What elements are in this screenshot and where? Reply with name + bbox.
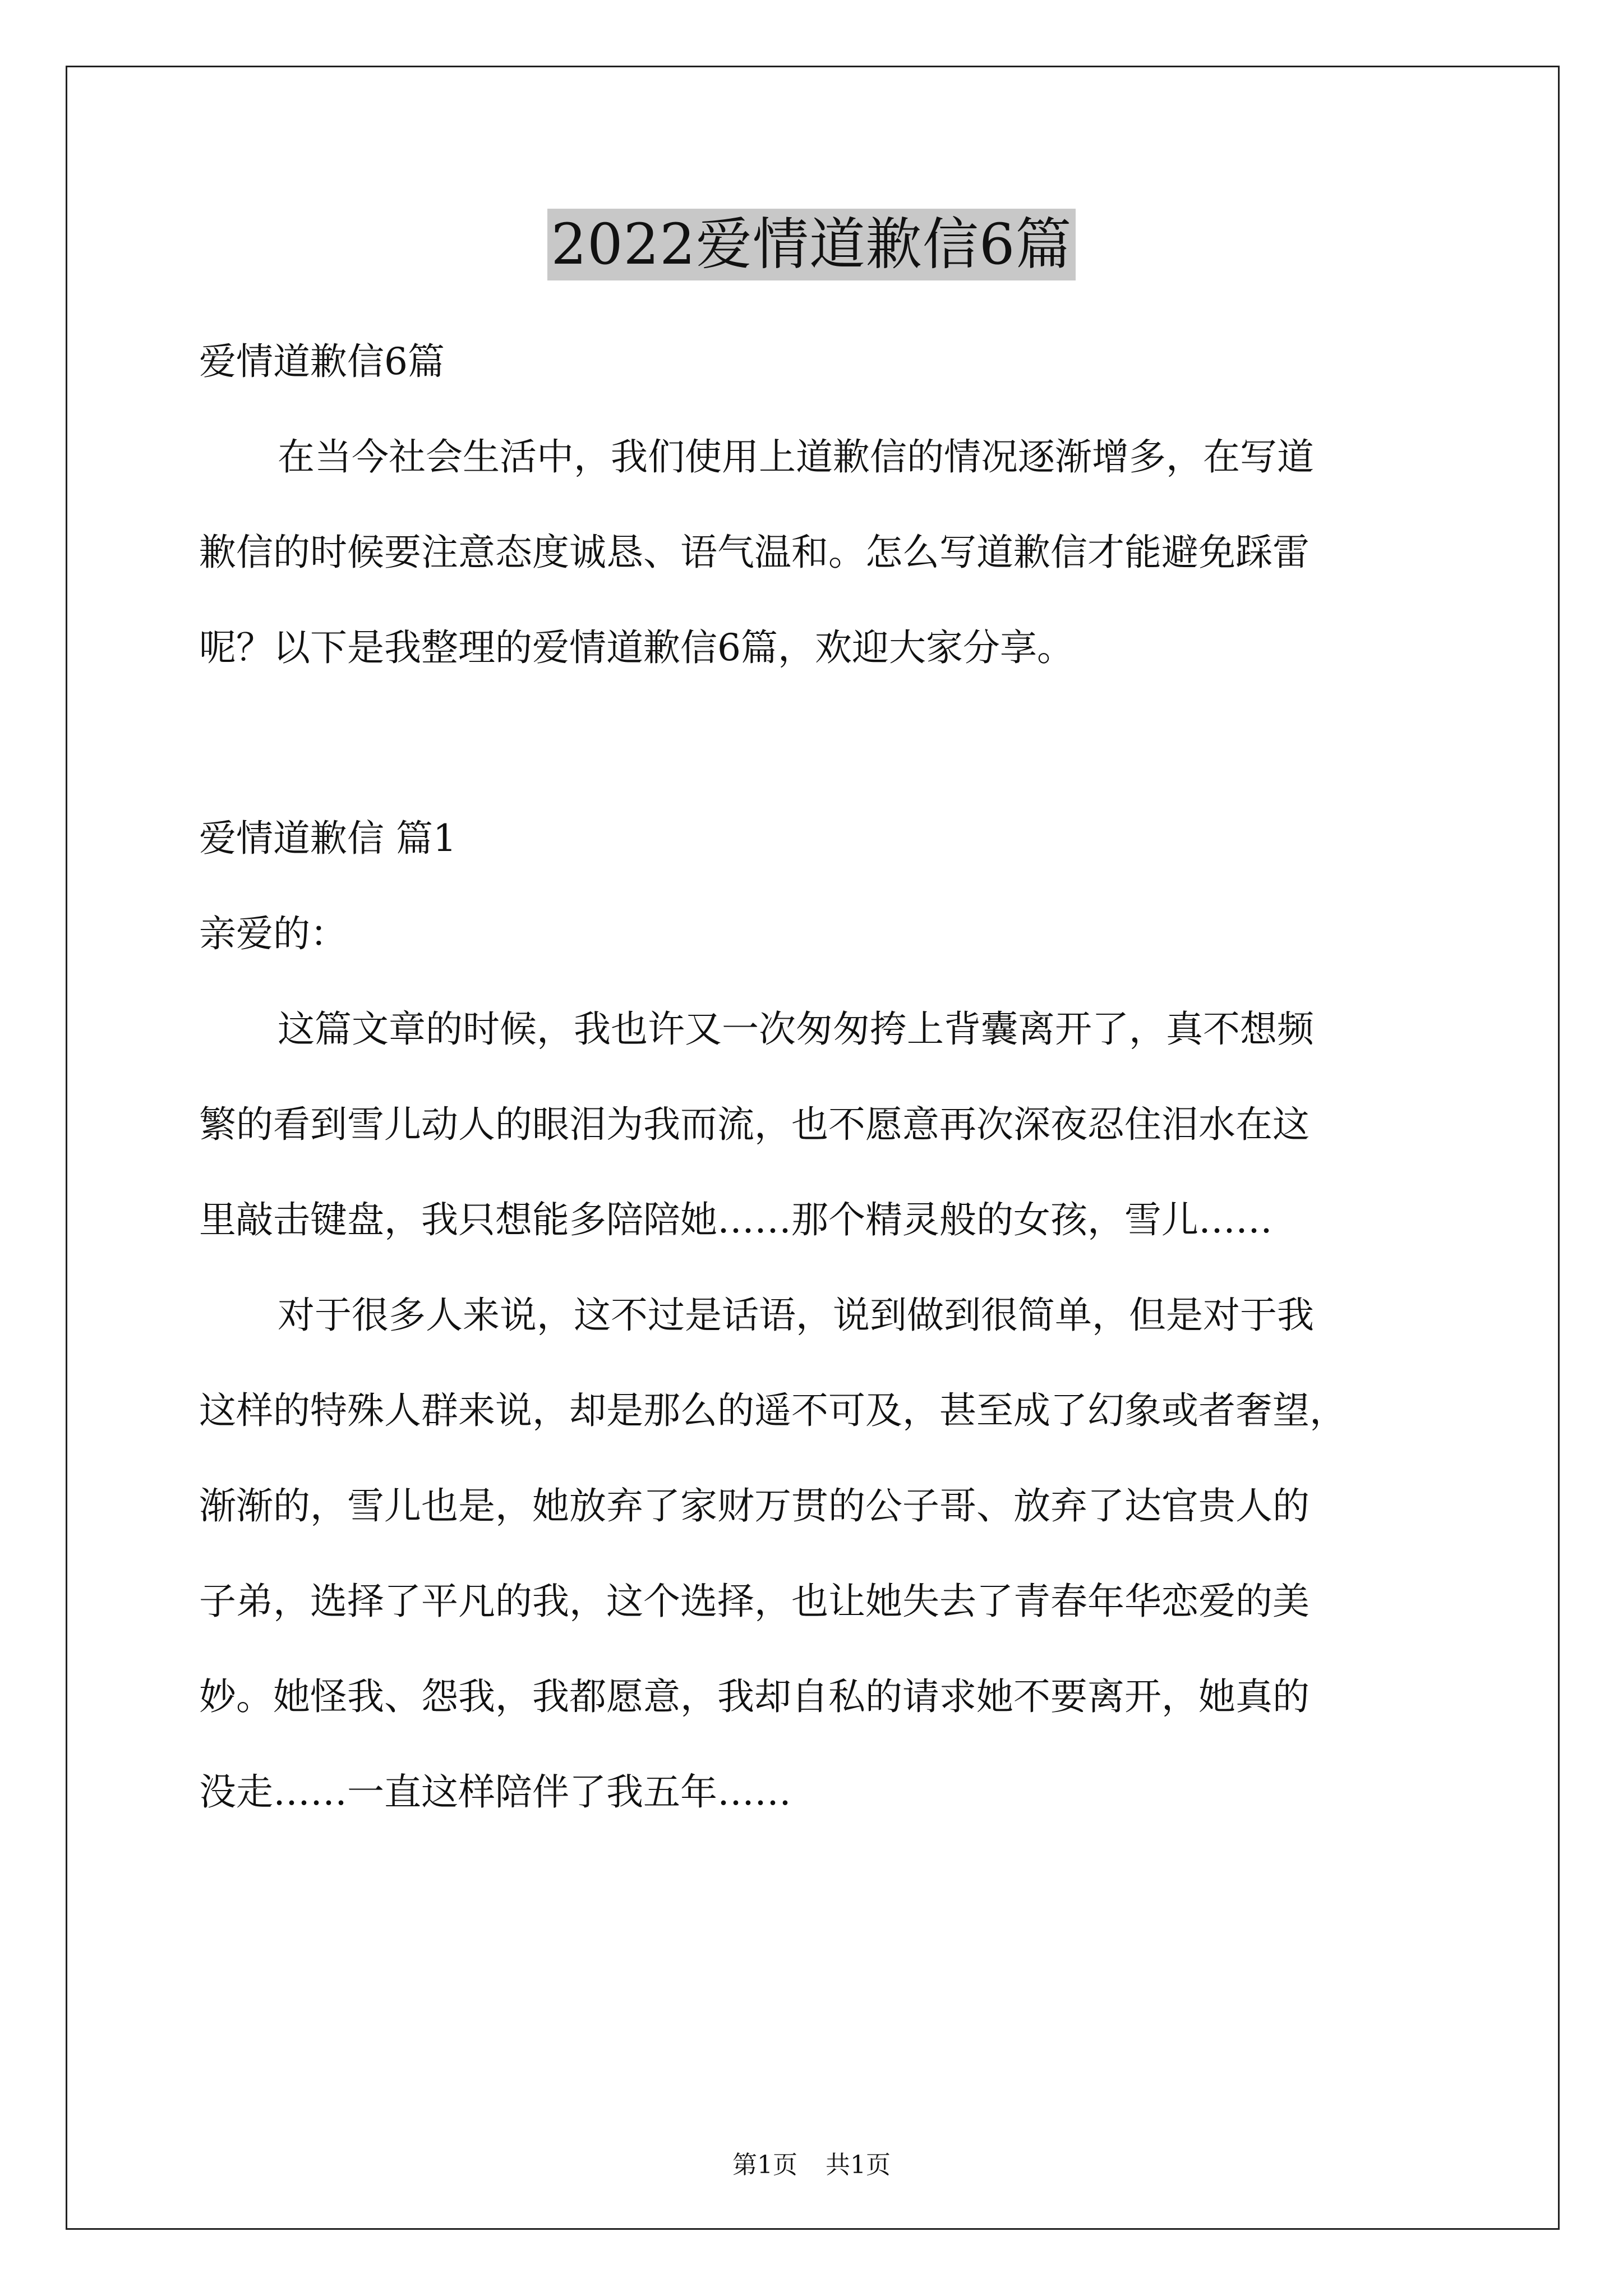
salutation: 亲爱的： bbox=[199, 912, 347, 955]
paragraph2-line: 对于很多人来说，这不过是话语，说到做到很简单，但是对于我 bbox=[278, 1294, 1314, 1337]
page-total: 共1页 bbox=[826, 2151, 891, 2179]
document-body bbox=[199, 314, 1427, 1840]
page-number: 第1页 bbox=[732, 2151, 797, 2179]
title-wrap bbox=[0, 209, 1623, 280]
intro-line: 呢？以下是我整理的爱情道歉信6篇，欢迎大家分享。 bbox=[199, 626, 1074, 669]
paragraph2-line: 没走……一直这样陪伴了我五年…… bbox=[199, 1770, 791, 1814]
document-title: 2022爱情道歉信6篇 bbox=[547, 209, 1075, 280]
paragraph2-line: 子弟，选择了平凡的我，这个选择，也让她失去了青春年华恋爱的美 bbox=[199, 1580, 1310, 1623]
paragraph2-line: 这样的特殊人群来说，却是那么的遥不可及，甚至成了幻象或者奢望， bbox=[199, 1389, 1347, 1432]
paragraph1-line: 这篇文章的时候，我也许又一次匆匆挎上背囊离开了，真不想频 bbox=[278, 1007, 1314, 1051]
section-gap bbox=[199, 696, 1427, 791]
intro-line: 歉信的时候要注意态度诚恳、语气温和。怎么写道歉信才能避免踩雷 bbox=[199, 531, 1310, 574]
paragraph1-line: 里敲击键盘，我只想能多陪陪她……那个精灵般的女孩，雪儿…… bbox=[199, 1198, 1272, 1241]
paragraph2-line: 渐渐的，雪儿也是，她放弃了家财万贯的公子哥、放弃了达官贵人的 bbox=[199, 1484, 1310, 1527]
subtitle: 爱情道歉信6篇 bbox=[199, 340, 445, 383]
section-heading: 爱情道歉信 篇1 bbox=[199, 817, 457, 860]
paragraph1-line: 繁的看到雪儿动人的眼泪为我而流，也不愿意再次深夜忍住泪水在这 bbox=[199, 1103, 1310, 1146]
page-footer bbox=[0, 2148, 1623, 2182]
paragraph2-line: 妙。她怪我、怨我，我都愿意，我却自私的请求她不要离开，她真的 bbox=[199, 1675, 1310, 1718]
intro-line: 在当今社会生活中，我们使用上道歉信的情况逐渐增多，在写道 bbox=[278, 435, 1314, 478]
